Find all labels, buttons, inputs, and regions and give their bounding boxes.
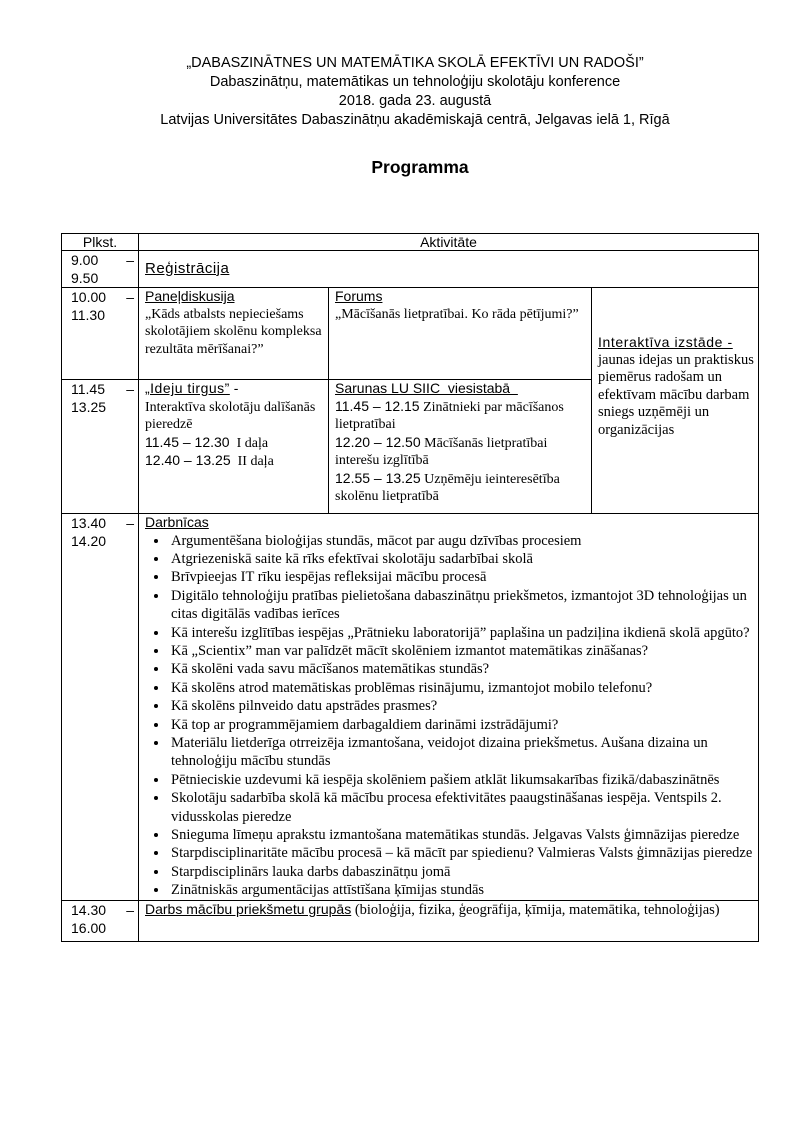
talk2-time: 12.20 – 12.50 — [335, 433, 421, 450]
subject-groups-cell — [139, 900, 759, 941]
workshop-list — [145, 532, 754, 900]
conference-name: Dabaszinātņu, matemātikas un tehnoloģiju skolotāju konference — [209, 74, 621, 90]
activity-cell — [139, 251, 759, 288]
time-end: 11.30 — [71, 307, 105, 323]
panel-discussion-text: „Kāds atbalsts nepieciešams skolotājiem skolēnu kompleksa rezultāta mērīšanai?” — [145, 306, 322, 357]
list-item: • Pētnieciskie uzdevumi kā iespēja skolēniem pašiem atklāt likumsakarības fizikā/dabaszinātnēs — [169, 771, 754, 789]
time-end: 13.25 — [71, 399, 107, 415]
time-start: 14.30 — [71, 901, 107, 918]
time-start: 9.00 — [71, 252, 99, 268]
time-start: 11.45 — [71, 381, 105, 397]
table-row — [62, 288, 759, 380]
exhibition-label: Interaktīva izstāde - — [598, 334, 733, 350]
program-table — [61, 233, 759, 942]
list-item: • Kā top ar programmējamiem darbagaldiem darināmi izstrādājumi? — [169, 716, 754, 734]
talks-cell — [329, 380, 592, 514]
time-start: 13.40 — [71, 515, 107, 531]
list-item: • Kā skolēns atrod matemātiskas problēmas risinājumu, izmantojot mobilo telefonu? — [169, 679, 754, 697]
talks-label: Sarunas LU SIIC viesistabā — [335, 380, 518, 396]
time-cell: 13.40 – 14.20 — [62, 514, 139, 901]
ideas-market-dash: - — [229, 380, 239, 396]
workshops-label: Darbnīcas — [145, 514, 209, 530]
list-item: • Kā „Scientix” man var palīdzēt mācīt skolēniem izmantot matemātikas zināšanas? — [169, 642, 754, 660]
list-item: • Digitālo tehnoloģiju pratības pielietošana dabaszinātņu priekšmetos, izmantojot 3D tehnoloģijas un citas digitālās vadības ierīces — [169, 587, 754, 624]
activity-column-header: Aktivitāte — [139, 234, 759, 251]
talk1-text: Zinātnieki par mācīšanos lietpratībai — [335, 399, 564, 432]
exhibition-cell — [592, 288, 759, 514]
part1-time: 11.45 – 12.30 — [145, 433, 230, 450]
conference-date: 2018. gada 23. augustā — [338, 93, 492, 109]
list-item: • Starpdisciplinaritāte mācību procesā – kā mācīt par spiedienu? Valmieras Valsts ģimnāzijas pieredze — [169, 844, 754, 862]
list-item: • Kā skolēni vada savu mācīšanos matemātikas stundās? — [169, 660, 754, 678]
part2-text: II daļa — [230, 454, 274, 469]
list-item: • Argumentēšana bioloģijas stundās, mācot par augu dzīvības procesiem — [169, 532, 754, 550]
workshops-cell — [139, 514, 759, 901]
list-item: • Kā skolēns pilnveido datu apstrādes prasmes? — [169, 697, 754, 715]
list-item: • Kā interešu izglītības iespējas „Prātnieku laboratorijā” paplašina un padziļina ikdienā skolā apgūto? — [169, 624, 754, 642]
forum-label: Forums — [335, 288, 383, 304]
conference-slogan: „DABASZINĀTNES UN MATEMĀTIKA SKOLĀ EFEKTĪVI UN RADOŠI” — [186, 55, 644, 71]
time-cell: 14.30 – 16.00 — [62, 900, 139, 941]
list-item: • Skolotāju sadarbība skolā kā mācību procesa efektivitātes paaugstināšanas iespēja. Ventspils 2. vidusskolas pieredze — [169, 789, 754, 826]
talk1-time: 11.45 – 12.15 — [335, 397, 420, 414]
part1-text: I daļa — [229, 435, 269, 451]
time-end: 9.50 — [71, 270, 99, 286]
time-cell: 9.00 – 9.50 — [62, 251, 139, 288]
part2-time: 12.40 – 13.25 — [145, 452, 231, 468]
talk3-time: 12.55 – 13.25 — [335, 469, 421, 486]
conference-venue: Latvijas Universitātes Dabaszinātņu akadēmiskajā centrā, Jelgavas ielā 1, Rīgā — [160, 112, 670, 128]
time-cell: 11.45 – 13.25 — [62, 380, 139, 514]
list-item: • Atgriezeniskā saite kā rīks efektīvai skolotāju sadarbībai skolā — [169, 550, 754, 568]
table-row — [62, 251, 759, 288]
list-item: • Snieguma līmeņu aprakstu izmantošana matemātikas stundās. Jelgavas Valsts ģimnāzijas pieredze — [169, 826, 754, 844]
subject-groups-text: (bioloģija, fizika, ģeogrāfija, ķīmija, matemātika, tehnoloģijas) — [351, 901, 720, 918]
time-end: 16.00 — [71, 919, 107, 936]
table-header-row — [62, 234, 759, 251]
ideas-market-cell — [139, 380, 329, 514]
talk3-text: Uzņēmēju ieinteresētība skolēnu lietpratībā — [335, 471, 560, 504]
table-row — [62, 900, 759, 941]
forum-cell — [329, 288, 592, 380]
list-item: • Materiālu lietderīga otrreizēja izmantošana, veidojot dizaina priekšmetus. Aušana dizaina un tehnoloģiju mācību stundās — [169, 734, 754, 771]
time-end: 14.20 — [71, 533, 107, 549]
time-start: 10.00 — [71, 289, 107, 305]
ideas-market-text: Interaktīva skolotāju dalīšanās pieredzē — [145, 399, 316, 432]
list-item: • Zinātniskās argumentācijas attīstīšana ķīmijas stundās — [169, 881, 754, 899]
exhibition-text: jaunas idejas un praktiskus piemērus radošam un efektīvam mācību darbam sniegs uzņēmēji un organizācijas — [598, 351, 754, 438]
ideas-market-label: „Ideju tirgus” — [145, 380, 230, 396]
list-item: • Starpdisciplinārs lauka darbs dabaszinātņu jomā — [169, 863, 754, 881]
time-cell: 10.00 – 11.30 — [62, 288, 139, 380]
time-column-header: Plkst. — [62, 234, 139, 251]
forum-text: „Mācīšanās lietpratībai. Ko rāda pētījumi?” — [335, 306, 579, 322]
list-item: • Brīvpieejas IT rīku iespējas refleksijai mācību procesā — [169, 568, 754, 586]
page-header — [0, 54, 800, 130]
page-title: Programma — [371, 157, 469, 177]
panel-discussion-cell — [139, 288, 329, 380]
registration-label: Reģistrācija — [145, 259, 230, 277]
talk2-text: Mācīšanās lietpratībai interešu izglītībā — [335, 435, 548, 468]
subject-groups-label: Darbs mācību priekšmetu grupās — [145, 900, 352, 917]
table-row — [62, 514, 759, 901]
panel-discussion-label: Paneļdiskusija — [145, 288, 235, 304]
